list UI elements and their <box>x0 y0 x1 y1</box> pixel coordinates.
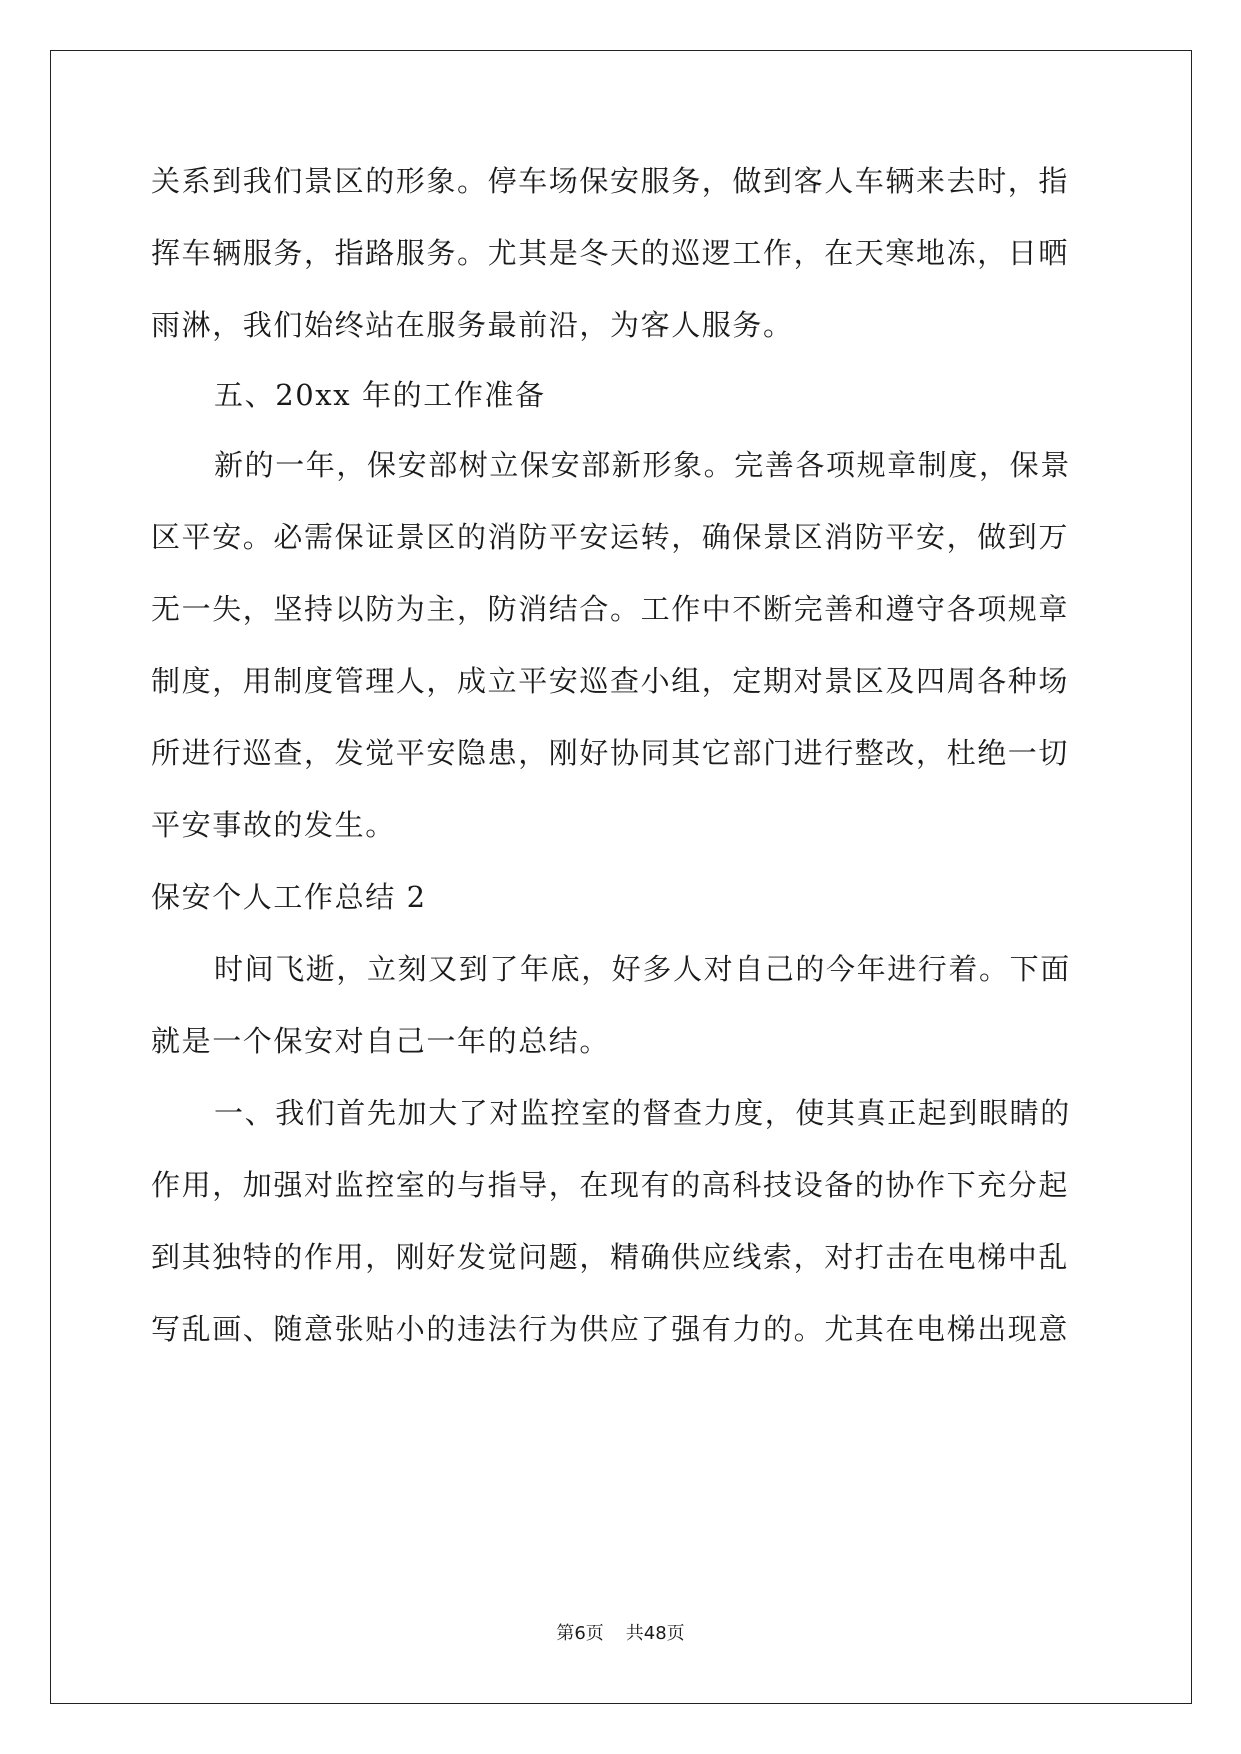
paragraph-line: 作用，加强对监控室的与指导，在现有的高科技设备的协作下充分起 <box>151 1168 1070 1202</box>
document-title: 保安个人工作总结 2 <box>151 880 427 914</box>
paragraph-line: 所进行巡查，发觉平安隐患，刚好协同其它部门进行整改，杜绝一切 <box>151 736 1070 770</box>
paragraph-line: 雨淋，我们始终站在服务最前沿，为客人服务。 <box>151 308 794 342</box>
total-suffix: 页 <box>666 1623 685 1644</box>
paragraph-line: 一、我们首先加大了对监控室的督查力度，使其真正起到眼睛的 <box>214 1096 1071 1130</box>
total-prefix: 共 <box>625 1623 644 1644</box>
paragraph-line: 制度，用制度管理人，成立平安巡查小组，定期对景区及四周各种场 <box>151 664 1070 698</box>
paragraph-line: 写乱画、随意张贴小的违法行为供应了强有力的。尤其在电梯出现意 <box>151 1312 1070 1346</box>
paragraph-line: 无一失，坚持以防为主，防消结合。工作中不断完善和遵守各项规章 <box>151 592 1070 626</box>
paragraph-line: 关系到我们景区的形象。停车场保安服务，做到客人车辆来去时，指 <box>151 164 1070 198</box>
page-current: 6 <box>574 1623 586 1644</box>
page-total: 48 <box>643 1623 667 1644</box>
paragraph-line: 挥车辆服务，指路服务。尤其是冬天的巡逻工作，在天寒地冻，日晒 <box>151 236 1070 270</box>
section-heading: 五、20xx 年的工作准备 <box>214 378 546 412</box>
paragraph-line: 区平安。必需保证景区的消防平安运转，确保景区消防平安，做到万 <box>151 520 1070 554</box>
page-prefix: 第 <box>556 1623 575 1644</box>
page-suffix: 页 <box>585 1623 604 1644</box>
paragraph-line: 时间飞逝，立刻又到了年底，好多人对自己的今年进行着。下面 <box>214 952 1071 986</box>
page-footer <box>0 1622 1241 1646</box>
paragraph-line: 平安事故的发生。 <box>151 808 396 842</box>
paragraph-line: 新的一年，保安部树立保安部新形象。完善各项规章制度，保景 <box>214 448 1071 482</box>
paragraph-line: 到其独特的作用，刚好发觉问题，精确供应线索，对打击在电梯中乱 <box>151 1240 1070 1274</box>
paragraph-line: 就是一个保安对自己一年的总结。 <box>151 1024 611 1058</box>
